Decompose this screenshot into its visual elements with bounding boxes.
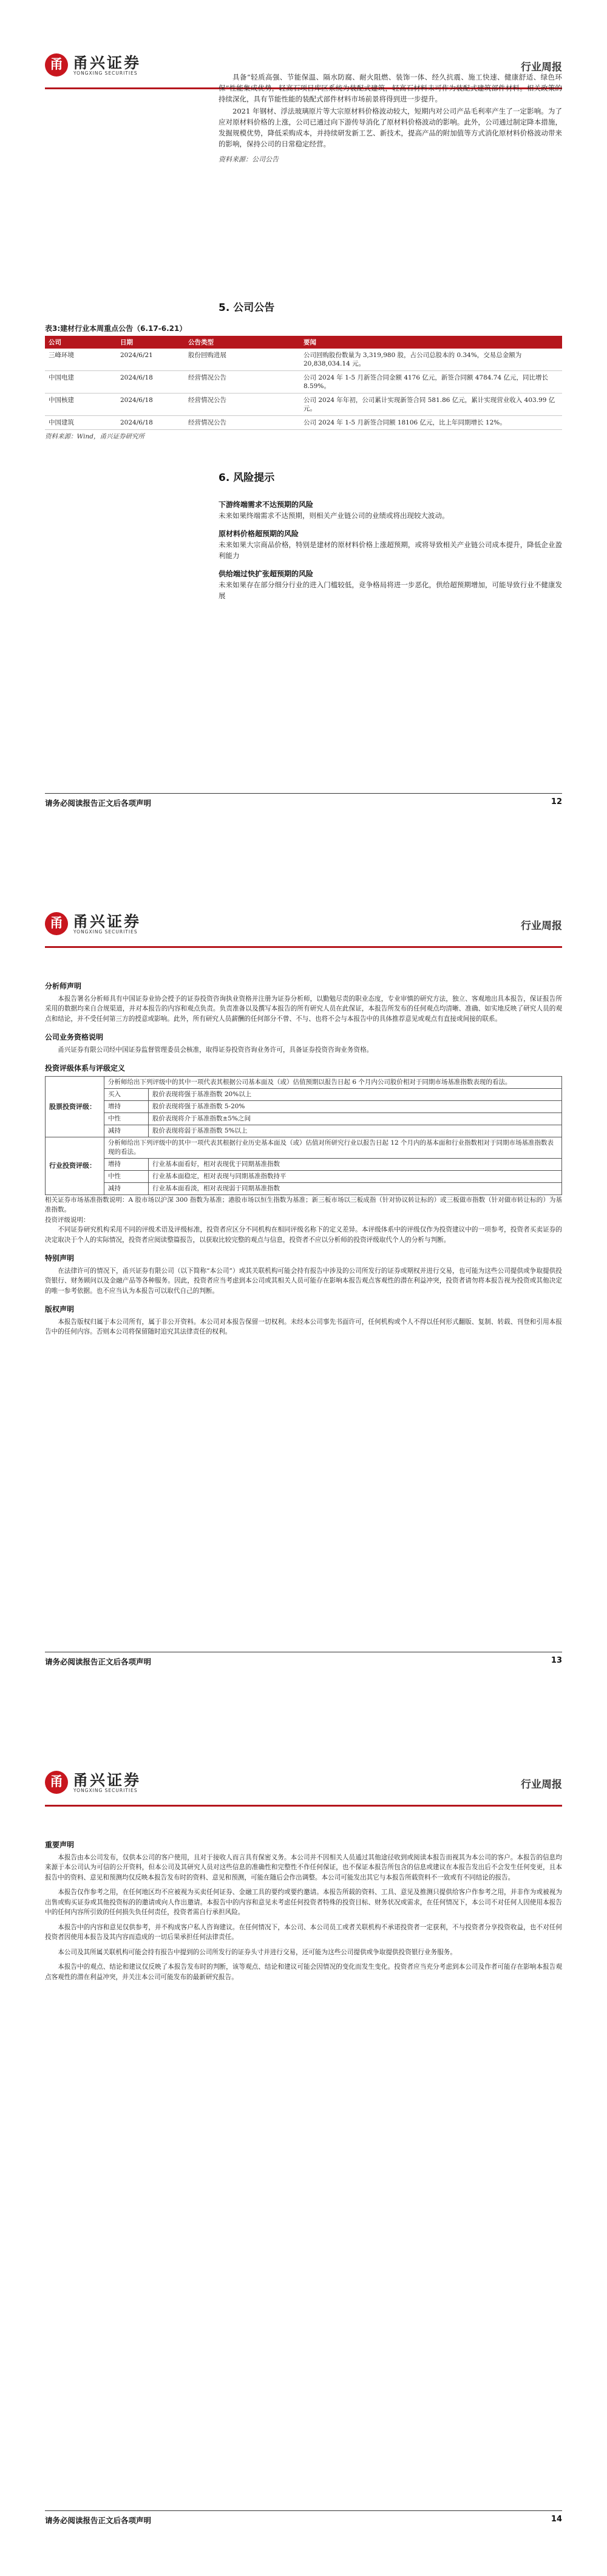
disclosure-body [45,973,562,1337]
table-row [45,349,562,371]
cell-date: 2024/6/21 [117,349,185,371]
logo-english: YONGXING SECURITIES [73,929,138,935]
header-divider [45,946,562,948]
table-header-row [45,336,562,349]
rating-definition: 股价表现将弱于基准指数 5%以上 [149,1125,562,1137]
risk-list [219,492,562,601]
risk-item [219,568,562,601]
paragraph: 本报告中的内容和意见仅供参考，并不构成客户私人咨询建议。在任何情况下，本公司、本公司员工或者关联机构不承诺投资者一定获利，不与投资者分享投资收益，也不对任何投资者因使用本报告及其内容而造成的一切后果承担任何法律责任。 [45,1923,562,1941]
announcement-table-block [45,323,562,441]
rating-level: 增持 [104,1100,149,1113]
paragraph: 在法律许可的情况下，甬兴证券有限公司（以下简称“本公司”）或其关联机构可能会持有报告中涉及的公司所发行的证券或期权并进行交易，也可能为这些公司提供或争取提供投资银行、财务顾问以及金融产品等各种服务。因此，投资者应当考虑到本公司或其相关人员可能存在影响本报告观点客观性的潜在利益冲突，投资者请勿将本报告视为投资或其他决定的唯一参考依据。也不应当认为本报告可以取代自己的判断。 [45,1267,562,1295]
source-note: 资料来源：公司公告 [219,155,279,163]
table-source-note: 资料来源：Wind，甬兴证券研究所 [45,433,144,440]
report-page-12 [0,0,607,859]
header-divider [45,1805,562,1807]
risk-body: 未来如果终端需求不达预期，则相关产业链公司的业绩或将出现较大波动。 [219,511,449,520]
table-row [46,1170,562,1182]
rating-level: 减持 [104,1125,149,1137]
risk-title: 下游终端需求不达预期的风险 [219,500,314,509]
paragraph: 本报告仅作参考之用，在任何地区均不应被视为买卖任何证券、金融工具的要约或要约邀请。本报告所载的资料、工具、意见及推测只提供给客户作参考之用，并非作为或被视为出售或购买证券或其他投资标的的邀请或向人作出邀请。本报告中的内容和意见未考虑任何投资者特殊的投资目标、财务状况或需求，在任何情况下，本公司不对任何人因使用本报告中的任何内容所引致的任何损失负任何责任，投资者需自行承担风险。 [45,1889,562,1916]
rating-level: 减持 [104,1182,149,1194]
cell-date: 2024/6/18 [117,394,185,416]
table-row [46,1088,562,1100]
important-notice [45,1831,562,1982]
section-heading: 分析师声明 [45,982,82,990]
rating-category: 股票投资评级： [46,1076,104,1137]
rating-definition: 行业基本面看淡，相对表现弱于同期基准指数 [149,1182,562,1194]
report-page-14 [0,1717,607,2576]
section-heading: 特别声明 [45,1254,75,1262]
report-page-13 [0,859,607,1717]
cell-date: 2024/6/18 [117,416,185,430]
paragraph: 本报告版权归属于本公司所有，属于非公开资料。本公司对本报告保留一切权利。未经本公司事先书面许可，任何机构或个人不得以任何形式翻版、复制、转载、刊登和引用本报告中的任何内容。否则本公司将保留随时追究其法律责任的权利。 [45,1318,562,1335]
paragraph: 本报告署名分析师具有中国证券业协会授予的证券投资咨询执业资格并注册为证券分析师，以勤勉尽责的职业态度，专业审慎的研究方法，独立、客观地出具本报告，保证报告所采用的数据均来自合规渠道，并对本报告的内容和观点负责。负责准备以及撰写本报告的所有研究人员在此保证，本报告所发布的任何观点均清晰、准确、如实地反映了研究人员的观点和结论，并不受任何第三方的授意或影响。此外，所有研究人员薪酬的任何部分不曾、不与、也将不会与本报告中的具体推荐意见或观点有直接或间接的联系。 [45,995,562,1023]
rating-level: 中性 [104,1170,149,1182]
logo-name: 甬兴证券 [73,913,141,930]
report-type: 行业周报 [521,61,562,73]
report-type: 行业周报 [521,920,562,932]
column-header: 公司 [45,336,117,349]
logo-english: YONGXING SECURITIES [73,1788,138,1793]
section-heading: 公司业务资格说明 [45,1033,104,1041]
column-header: 日期 [117,336,185,349]
company-logo [45,1768,166,1799]
logo-name: 甬兴证券 [73,54,141,72]
cell-company: 中国建筑 [45,416,117,430]
footer-note: 请务必阅读报告正文后各项声明 [45,2516,152,2525]
table-row [46,1113,562,1125]
cell-news: 公司 2024 年 1-5 月新签合同金额 4176 亿元，新签合同额 4784.74 亿元，同比增长 8.59%。 [300,371,562,394]
company-logo [45,910,166,940]
paragraph: 不同证券研究机构采用不同的评级术语及评级标准，投资者应区分不同机构在相同评级名称下的定义差异。本评级体系中的评级仅作为投资建议中的一项参考，投资者买卖证券的决定取决于个人的实际情况，投资者应阅读整篇报告，以获取比较完整的观点与信息，投资者不应以分析师的投资评级取代个人的分析与判断。 [45,1226,562,1244]
table-row [45,394,562,416]
table-row [46,1076,562,1088]
cell-type: 股份回购进展 [185,349,300,371]
footer-note: 请务必阅读报告正文后各项声明 [45,799,152,808]
table-row [46,1125,562,1137]
page-header [0,907,607,956]
section-title-risks: 6. 风险提示 [219,472,275,484]
rating-table [45,1076,562,1195]
page-number: 14 [551,2515,562,2524]
risk-title: 供给端过快扩张超预期的风险 [219,570,314,578]
paragraph: 本公司及其所属关联机构可能会持有报告中提到的公司所发行的证券头寸并进行交易，还可能为这些公司提供或争取提供投资银行业务服务。 [58,1948,456,1956]
rating-definition: 股价表现将强于基准指数 5-20% [149,1100,562,1113]
table-row [45,416,562,430]
announcement-table [45,336,562,430]
page-footer [45,1652,562,1671]
cell-news: 公司 2024 年年初，公司累计实现新签合同 581.86 亿元，累计实现营业收入 403.99 亿元。 [300,394,562,416]
rating-category: 行业投资评级： [46,1137,104,1194]
section-heading: 重要声明 [45,1841,75,1849]
body-text [219,72,562,165]
logo-mark-icon: 甬 [45,53,68,77]
table-row [45,371,562,394]
logo-name: 甬兴证券 [73,1771,141,1789]
page-footer [45,2510,562,2529]
cell-company: 三峰环境 [45,349,117,371]
logo-english: YONGXING SECURITIES [73,70,138,76]
section-heading: 投资评级体系与评级定义 [45,1064,126,1072]
table-row [46,1182,562,1194]
paragraph: 本报告由本公司发布，仅供本公司的客户使用，且对于接收人而言具有保密义务。本公司并不因相关人员通过其他途径收到或阅读本报告而视其为本公司的客户。本报告的信息均来源于本公司认为可信的公开资料，但本公司及其研究人员对这些信息的准确性和完整性不作任何保证，也不保证本报告所包含的信息或建议在本报告发出后不会发生任何变更，且本报告中的资料、意见和预测均仅反映本报告发布时的资料、意见和预测，可能在随后会作出调整。本公司可能发出其它与本报告所载资料不一致或有不同结论的报告。 [45,1853,562,1881]
rating-explain-label: 投资评级说明： [45,1216,90,1224]
rating-definition: 行业基本面稳定，相对表现与同期基准指数持平 [149,1170,562,1182]
rating-definition: 行业基本面看好，相对表现优于同期基准指数 [149,1158,562,1170]
table-row [46,1100,562,1113]
paragraph: 具备“轻质高强、节能保温、隔水防腐、耐火阻燃、装饰一体、经久抗震、施工快速、健康舒适、绿色环保”性能集成优势，轻高石项目库区系统为装配式建筑，轻高石材料未可作为装配式建筑部件材料。相关政策的持续深化，具有节能性能的装配式部件材料市场前景将得到进一步提升。 [219,73,562,103]
risk-title: 原材料价格超预期的风险 [219,530,299,538]
cell-company: 中国电建 [45,371,117,394]
cell-type: 经营情况公告 [185,394,300,416]
cell-type: 经营情况公告 [185,416,300,430]
cell-news: 公司回购股份数量为 3,319,980 股，占公司总股本的 0.34%，交易总金额为 20,838,034.14 元。 [300,349,562,371]
report-type: 行业周报 [521,1779,562,1791]
footer-note: 请务必阅读报告正文后各项声明 [45,1657,152,1666]
risk-body: 未来如果大宗商品价格，特别是建材的原材料价格上涨超预期，或将导致相关产业链公司成本提升，降低企业盈利能力 [219,540,562,560]
table-title: 表3:建材行业本周重点公告（6.17-6.21） [45,324,187,333]
company-logo [45,51,166,81]
page-number: 13 [551,1656,562,1665]
cell-type: 经营情况公告 [185,371,300,394]
risk-item [219,528,562,561]
page-header [0,1766,607,1814]
rating-level: 中性 [104,1113,149,1125]
rating-description: 分析师给出下列评级中的其中一项代表其根据行业历史基本面及（或）估值对所研究行业以报告日起 12 个月内的基本面和行业指数相对于同期市场基准指数表现的看法。 [104,1137,562,1158]
risk-body: 未来如果存在部分细分行业的进入门槛较低，竞争格局将进一步恶化，供给超预期增加，可能导致行业不健康发展 [219,581,562,600]
rating-description: 分析师给出下列评级中的其中一项代表其根据公司基本面及（或）估值预期以报告日起 6 个月内公司股价相对于同期市场基准指数表现的看法。 [104,1076,562,1088]
rating-level: 买入 [104,1088,149,1100]
cell-company: 中国核建 [45,394,117,416]
cell-news: 公司 2024 年 1-5 月新签合同额 18106 亿元，比上年同期增长 12%。 [300,416,562,430]
section-title-announcements: 5. 公司公告 [219,302,275,314]
column-header: 要闻 [300,336,562,349]
paragraph: 本报告中的观点、结论和建议仅反映了本报告发布时的判断，该等观点、结论和建议可能会因情况的变化而发生变化。投资者应当充分考虑到本公司及作者可能存在影响本报告观点客观性的潜在利益冲突，并关注本公司可能发布的最新研究报告。 [45,1963,562,1981]
paragraph: 甬兴证券有限公司经中国证券监督管理委员会核准，取得证券投资咨询业务许可，具备证券投资咨询业务资格。 [58,1046,373,1054]
logo-mark-icon: 甬 [45,912,68,935]
rating-definition: 股价表现将强于基准指数 20%以上 [149,1088,562,1100]
rating-definition: 股价表现将介于基准指数±5%之间 [149,1113,562,1125]
risk-item [219,499,562,521]
section-heading: 版权声明 [45,1305,75,1314]
page-footer [45,793,562,812]
table-row [46,1158,562,1170]
paragraph: 2021 年钢材、浮法玻璃原片等大宗原材料价格波动较大，短期内对公司产品毛利率产生了一定影响。为了应对原材料价格的上涨，公司已通过向下游传导消化了原材料价格波动的影响。此外，公司通过制定降本措施，发掘规模优势，降低采购成本，并持续研发新工艺、新技术，提高产品的附加值等方式消化原材料价格波动带来的影响，保持公司的日常稳定经营。 [219,107,562,148]
cell-date: 2024/6/18 [117,371,185,394]
table-row [46,1137,562,1158]
column-header: 公告类型 [185,336,300,349]
page-number: 12 [551,797,562,806]
benchmark-note: 相关证券市场基准指数说明：A 股市场以沪深 300 指数为基准；港股市场以恒生指数为基准；新三板市场以三板成指（针对协议转让标的）或三板做市指数（针对做市转让标的）为基准指数。 [45,1196,562,1213]
rating-level: 增持 [104,1158,149,1170]
logo-mark-icon: 甬 [45,1771,68,1794]
